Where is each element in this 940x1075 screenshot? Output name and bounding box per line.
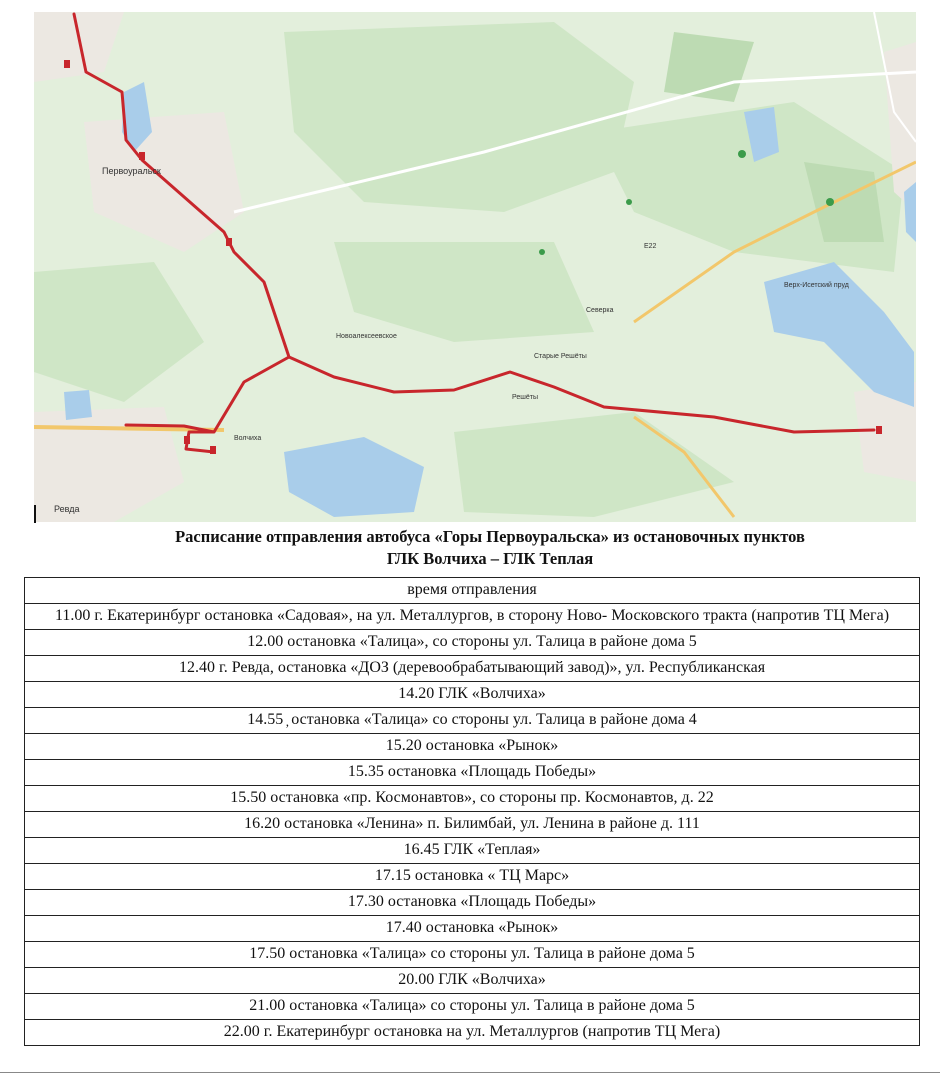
table-row [25,630,920,656]
table-cell: 15.50 остановка «пр. Космонавтов», со стороны пр. Космонавтов, д. 22 [25,786,920,812]
schedule-title-line1: Расписание отправления автобуса «Горы Первоуральска» из остановочных пунктов [175,527,805,546]
route-map-graphic [34,12,916,522]
table-cell: 15.20 остановка «Рынок» [25,734,920,760]
table-cell: 16.20 остановка «Ленина» п. Билимбай, ул. Ленина в районе д. 111 [25,812,920,838]
table-cell: 17.30 остановка «Площадь Победы» [25,890,920,916]
table-row [25,682,920,708]
map-label-verkh-isetsky: Верх-Исетский пруд [784,282,849,289]
page-bottom-divider [0,1072,940,1073]
table-row [25,1020,920,1046]
table-row [25,812,920,838]
table-row [25,838,920,864]
table-row [25,994,920,1020]
map-label-pervouralsk: Первоуральск [102,166,161,176]
table-row [25,760,920,786]
map-label-starye-reshety: Старые Решёты [534,353,587,360]
schedule-title-line2: ГЛК Волчиха – ГЛК Теплая [386,549,594,568]
table-cell: 12.40 г. Ревда, остановка «ДОЗ (деревообрабатывающий завод)», ул. Республиканская [25,656,920,682]
map-label-revda: Ревда [54,504,80,514]
table-row [25,864,920,890]
map-label-reshety: Решёты [512,394,539,401]
map-label-novoalekseevskoe: Новоалексеевское [336,333,397,340]
table-cell: 15.35 остановка «Площадь Победы» [25,760,920,786]
schedule-header-cell: время отправления [25,578,920,604]
map-label-volchikha: Волчиха [234,435,262,442]
table-cell: 17.40 остановка «Рынок» [25,916,920,942]
table-row [25,890,920,916]
table-row [25,942,920,968]
table-row [25,968,920,994]
table-row [25,916,920,942]
table-cell: 16.45 ГЛК «Теплая» [25,838,920,864]
table-cell: 20.00 ГЛК «Волчиха» [25,968,920,994]
schedule-header-row [25,578,920,604]
route-map [34,12,916,522]
map-label-road-e22: Е22 [644,243,657,250]
table-row [25,656,920,682]
table-cell: 14.55 ̦ остановка «Талица» со стороны ул. Талица в районе дома 4 [25,708,920,734]
table-cell: 17.50 остановка «Талица» со стороны ул. Талица в районе дома 5 [25,942,920,968]
text-cursor [34,505,36,523]
schedule-title [40,526,940,570]
schedule-table [24,577,920,1046]
table-row [25,708,920,734]
map-label-severka: Северка [586,307,614,314]
table-row [25,604,920,630]
table-row [25,734,920,760]
table-cell: 22.00 г. Екатеринбург остановка на ул. Металлургов (напротив ТЦ Мега) [25,1020,920,1046]
table-cell: 14.20 ГЛК «Волчиха» [25,682,920,708]
table-row [25,786,920,812]
table-cell: 11.00 г. Екатеринбург остановка «Садовая», на ул. Металлургов, в сторону Ново- Московского тракта (напротив ТЦ Мега) [25,604,920,630]
table-cell: 12.00 остановка «Талица», со стороны ул. Талица в районе дома 5 [25,630,920,656]
table-cell: 17.15 остановка « ТЦ Марс» [25,864,920,890]
table-cell: 21.00 остановка «Талица» со стороны ул. Талица в районе дома 5 [25,994,920,1020]
